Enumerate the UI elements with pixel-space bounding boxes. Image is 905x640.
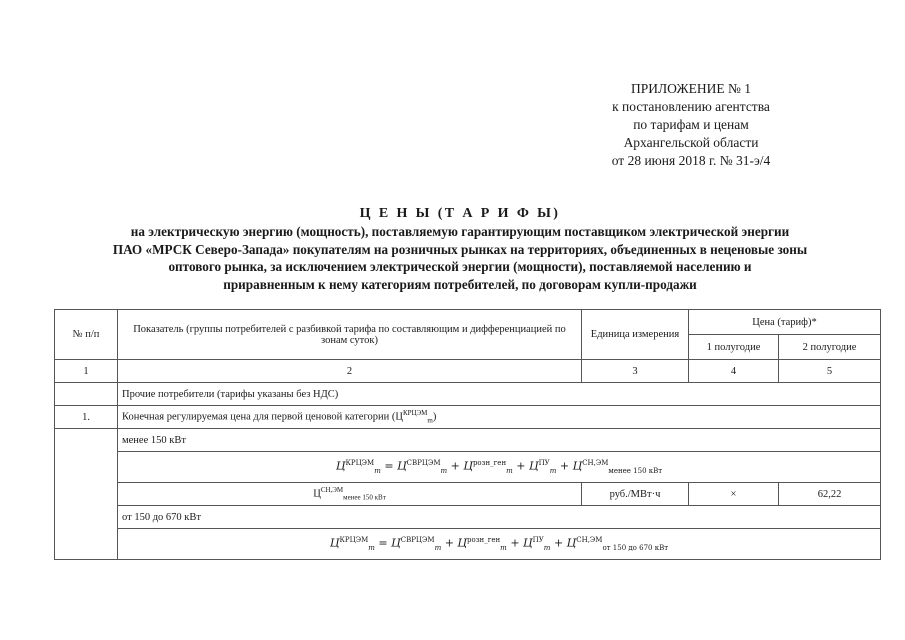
title-line: ПАО «МРСК Северо-Запада» покупателям на розничных рынках на территориях, объединенных в неценовые зоны [112, 241, 808, 257]
half2-cell: 62,22 [779, 483, 881, 506]
group-label: менее 150 кВт [118, 429, 881, 452]
group-label: от 150 до 670 кВт [118, 506, 881, 529]
appendix-line: по тарифам и ценам [633, 117, 749, 132]
unit-cell: руб./МВт·ч [582, 483, 689, 506]
appendix-date: от 28 июня 2018 г. № 31-э/4 [611, 153, 771, 168]
col-number: 4 [689, 360, 779, 383]
formula-row [55, 529, 881, 560]
table-row [55, 429, 881, 452]
header-half2: 2 полугодие [779, 335, 881, 360]
title-main: Ц Е Н Ы (Т А Р И Ф Ы) [359, 206, 561, 221]
table-row [55, 383, 881, 406]
appendix-line: Архангельской области [623, 135, 759, 150]
title-line: на электрическую энергию (мощность), поставляемую гарантирующим поставщиком электрической энергии [130, 224, 790, 239]
header-unit: Единица измерения [582, 310, 689, 360]
col-number: 1 [55, 360, 118, 383]
header-half1: 1 полугодие [689, 335, 779, 360]
component-label: $Ц^{СН,ЭМ}_{менее 150 кВт}$ [118, 483, 582, 506]
col-number: 3 [582, 360, 689, 383]
appendix-line: к постановлению агентства [612, 99, 770, 114]
table-row [55, 506, 881, 529]
table-row [55, 483, 881, 506]
appendix-title: ПРИЛОЖЕНИЕ № 1 [630, 81, 752, 96]
title-line: приравненным к нему категориям потребителей, по договорам купли-продажи [223, 276, 697, 292]
item-number: 1. [55, 406, 118, 429]
section-label: Прочие потребители (тарифы указаны без НДС) [118, 383, 881, 406]
header-num: № п/п [55, 310, 118, 360]
col-number: 2 [118, 360, 582, 383]
table-row [55, 406, 881, 429]
formula-1: $Ц^{КРЦЭМ}_m = Ц^{СВРЦЭМ}_m + Ц^{розн\_ген}_m + Ц^{ПУ}_m + Ц^{СН,ЭМ}_{менее 150 кВт}$ [118, 452, 881, 483]
header-price: Цена (тариф)* [689, 310, 881, 335]
col-number: 5 [779, 360, 881, 383]
tariff-table [54, 309, 881, 560]
half1-cell: × [689, 483, 779, 506]
formula-row [55, 452, 881, 483]
title-line: оптового рынка, за исключением электрической энергии (мощности), поставляемой населению и [168, 259, 752, 274]
header-indicator: Показатель (группы потребителей с разбивкой тарифа по составляющим и дифференциацией по зонам суток) [118, 310, 582, 360]
table-header-row [55, 310, 881, 335]
formula-2: $Ц^{КРЦЭМ}_m = Ц^{СВРЦЭМ}_m + Ц^{розн\_ген}_m + Ц^{ПУ}_m + Ц^{СН,ЭМ}_{от 150 до 670 кВт}$ [118, 529, 881, 560]
item-label: Конечная регулируемая цена для первой ценовой категории $(Ц^{КРЦЭМ}_m)$ [118, 406, 881, 429]
appendix-header [561, 80, 821, 170]
column-number-row [55, 360, 881, 383]
document-title [40, 205, 880, 293]
